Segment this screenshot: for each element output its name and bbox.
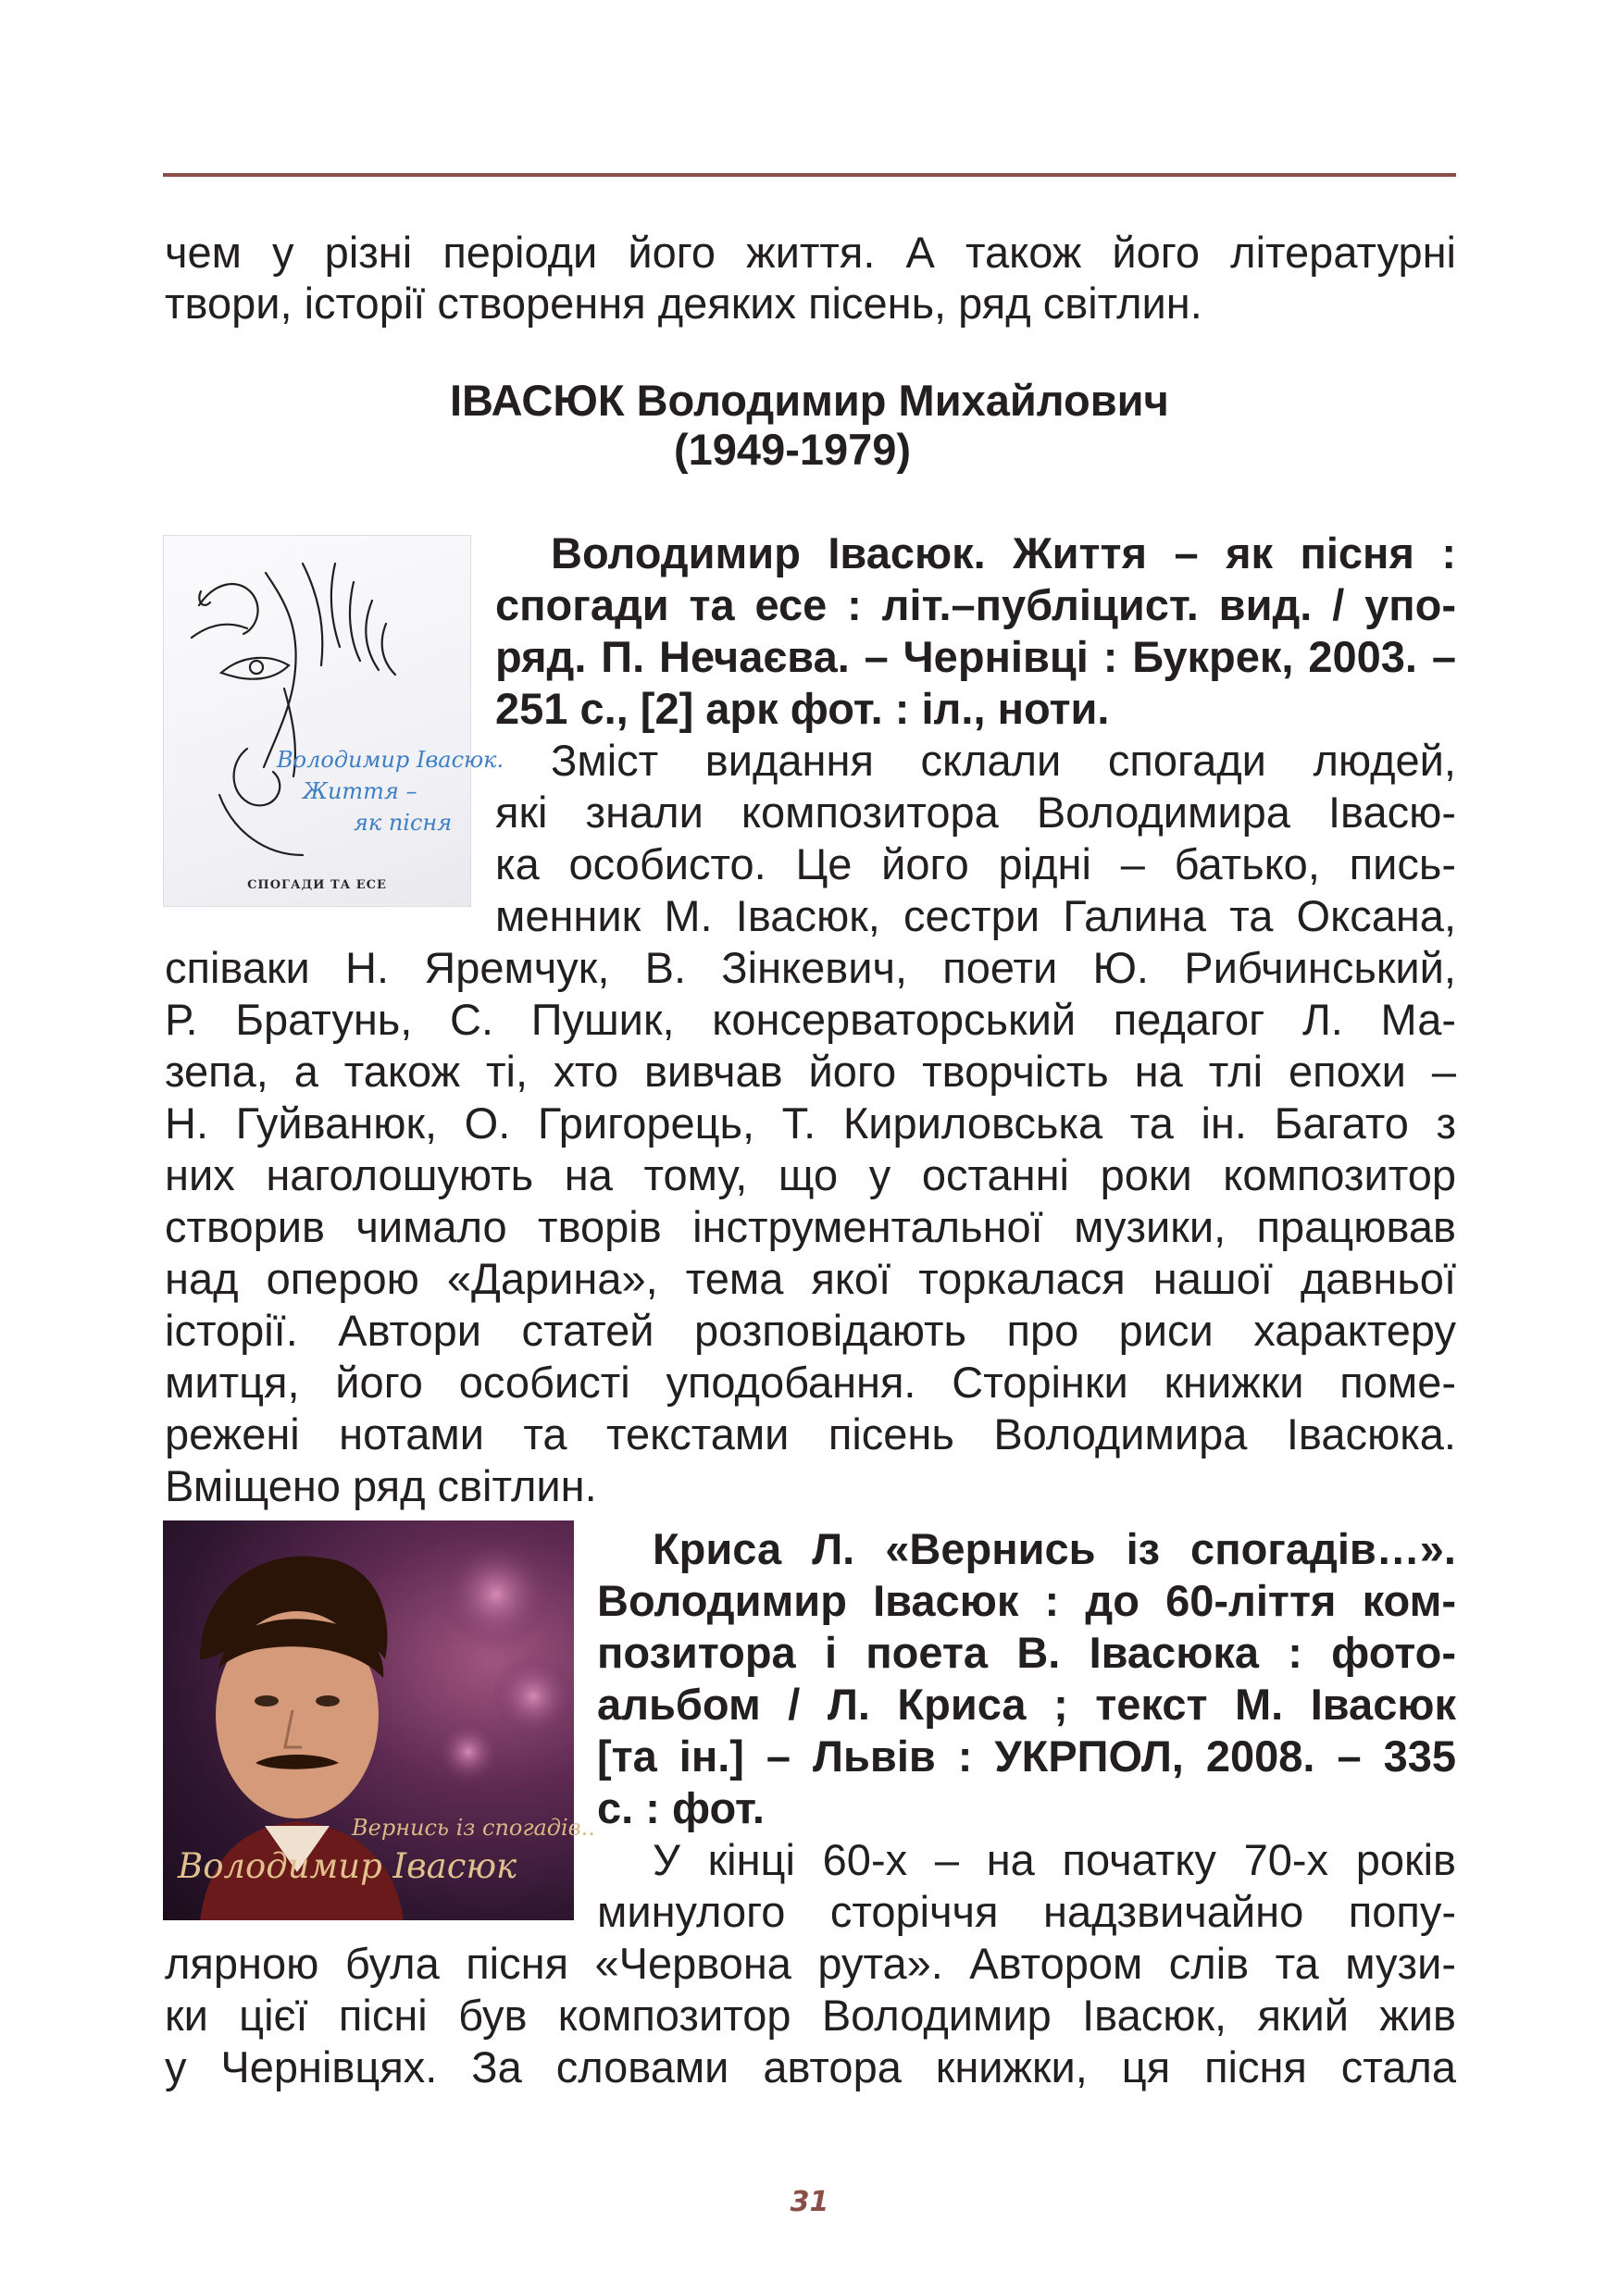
citation-line: 251 с., [2] арк фот. : іл., ноти. <box>495 684 1110 733</box>
annotation-line: ки цієї пісні був композитор Володимир Івасюк, який жив <box>165 1991 1456 2040</box>
annotation-line: менник М. Івасюк, сестри Галина та Оксана, <box>495 891 1456 940</box>
annotation-line: Н. Гуйванюк, О. Григорець, Т. Кириловська та ін. Багато з <box>165 1098 1456 1148</box>
citation-line: ряд. П. Нечаєва. – Чернівці : Букрек, 2003. – <box>495 632 1456 681</box>
page-number: 31 <box>790 2186 829 2218</box>
annotation-line: створив чимало творів інструментальної музики, працював <box>165 1202 1456 1251</box>
annotation-line: минулого сторіччя надзвичайно попу- <box>597 1887 1456 1936</box>
citation-line: альбом / Л. Криса ; текст М. Івасюк <box>597 1680 1456 1729</box>
citation-line: спогади та есе : літ.–публіцист. вид. / упо- <box>495 580 1456 629</box>
person-heading: ІВАСЮК Володимир Михайлович <box>450 376 1169 425</box>
cover-title-line: Життя – <box>303 778 417 804</box>
cover-sketch-drawing <box>164 536 472 908</box>
book-cover-zhyttia-yak-pisnia <box>163 535 504 907</box>
citation-line: Володимир Івасюк : до 60-ліття ком- <box>597 1576 1456 1625</box>
header-rule <box>163 173 1456 177</box>
annotation-line: які знали композитора Володимира Івасю- <box>495 788 1456 837</box>
annotation-line: над оперою «Дарина», тема якої торкалася нашої давньої <box>165 1254 1456 1303</box>
annotation-line: Вміщено ряд світлин. <box>165 1461 597 1510</box>
annotation-line: лярною була пісня «Червона рута». Автором слів та музи- <box>165 1939 1456 1988</box>
cover-subtitle: Вернись із спогадів.. <box>352 1815 595 1841</box>
annotation-line: зепа, а також ті, хто вивчав його творчість на тлі епохи – <box>165 1047 1456 1096</box>
album-cover-vernys-iz-spohadiv <box>163 1520 595 1920</box>
annotation-line: ка особисто. Це його рідні – батько, пись- <box>495 839 1456 888</box>
intro-line: твори, історії створення деяких пісень, ряд світлин. <box>165 279 1202 328</box>
annotation-line: них наголошують на тому, що у останні роки композитор <box>165 1150 1456 1199</box>
annotation-line: митця, його особисті уподобання. Сторінки книжки поме- <box>165 1358 1456 1407</box>
annotation-line: режені нотами та текстами пісень Володимира Івасюка. <box>165 1409 1456 1458</box>
annotation-line: Р. Братунь, С. Пушик, консерваторський педагог Л. Ма- <box>165 995 1456 1044</box>
citation-line: с. : фот. <box>597 1783 765 1832</box>
annotation-line: у Чернівцях. За словами автора книжки, ця пісня стала <box>165 2042 1456 2091</box>
cover-title-line: Володимир Івасюк. <box>277 747 504 773</box>
annotation-line: У кінці 60-х – на початку 70-х років <box>653 1835 1456 1884</box>
intro-line: чем у різні періоди його життя. А також його літературні <box>165 228 1456 277</box>
person-years: (1949-1979) <box>674 425 912 474</box>
citation-line: Володимир Івасюк. Життя – як пісня : <box>551 528 1456 577</box>
cover-title-line: як пісня <box>354 810 453 836</box>
citation-line: позитора і поета В. Івасюка : фото- <box>597 1628 1456 1677</box>
citation-line: Криса Л. «Вернись із спогадів…». <box>653 1524 1456 1573</box>
annotation-line: Зміст видання склали спогади людей, <box>551 736 1456 785</box>
annotation-line: історії. Автори статей розповідають про риси характеру <box>165 1306 1456 1355</box>
citation-line: [та ін.] – Львів : УКРПОЛ, 2008. – 335 <box>597 1731 1456 1781</box>
cover-subtitle: СПОГАДИ ТА ЕСЕ <box>247 878 387 892</box>
cover-title: Володимир Івасюк <box>178 1846 517 1886</box>
annotation-line: співаки Н. Яремчук, В. Зінкевич, поети Ю. Рибчинський, <box>165 943 1456 992</box>
